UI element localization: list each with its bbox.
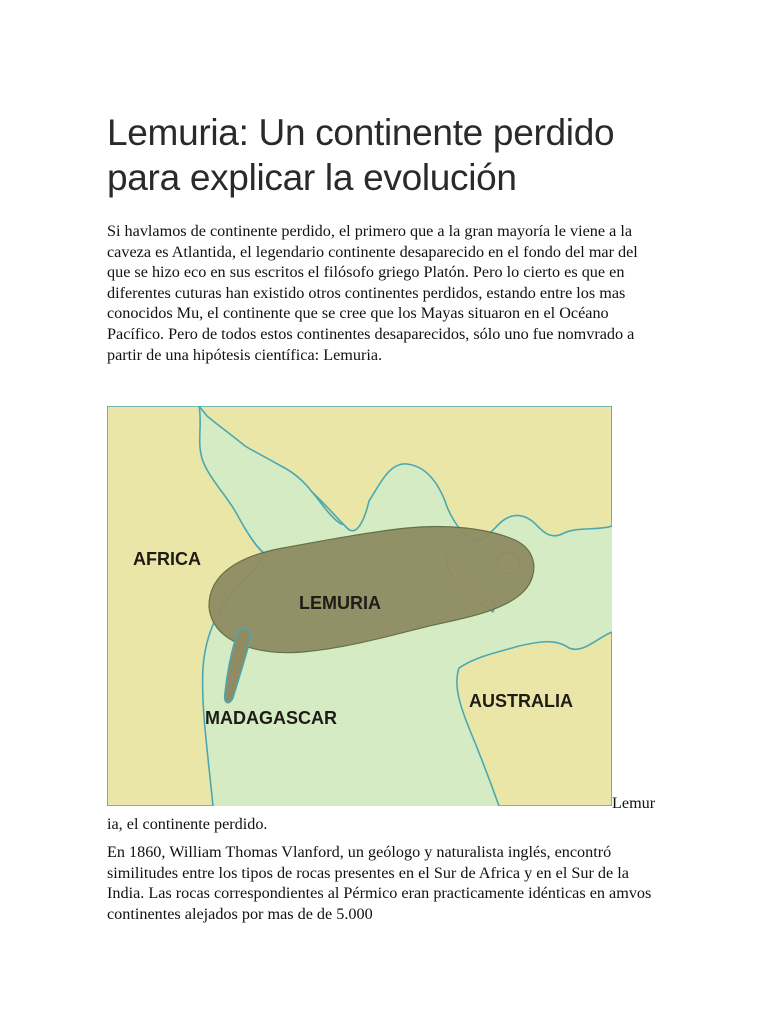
intro-paragraph: Si havlamos de continente perdido, el primero que a la gran mayoría le viene a la caveza es Atlantida, el legendario continente desaparecido en el fondo del mar del que se hizo eco en sus escritos el filósofo griego Platón. Pero lo cierto es que en diferentes cuturas han existido otros continentes perdidos, estando entre los mas conocidos Mu, el continente que se cree que los Mayas situaron en el Océano Pacífico. Pero de todos estos continentes desaparecidos, sólo uno fue nomvrado a partir de una hipótesis científica: Lemuria. xyxy=(107,222,638,364)
lemuria-map-image xyxy=(107,406,612,806)
map-label-lemuria: LEMURIA xyxy=(299,593,381,613)
map-label-africa: AFRICA xyxy=(133,549,201,569)
caption-part-1: Lemur xyxy=(612,794,656,812)
caption-part-2: ia, el continente perdido. xyxy=(107,815,268,833)
article-title: Lemuria: Un continente perdido para explicar la evolución xyxy=(107,112,615,198)
second-paragraph: En 1860, William Thomas Vlanford, un geólogo y naturalista inglés, encontró similitudes entre los tipos de rocas presentes en el Sur de Africa y en el Sur de la India. Las rocas correspondientes al Pérmico eran practicamente idénticas en amvos continentes alejados por mas de de 5.000 xyxy=(107,843,652,923)
map-label-madagascar: MADAGASCAR xyxy=(205,708,337,728)
map-label-australia: AUSTRALIA xyxy=(469,691,573,711)
